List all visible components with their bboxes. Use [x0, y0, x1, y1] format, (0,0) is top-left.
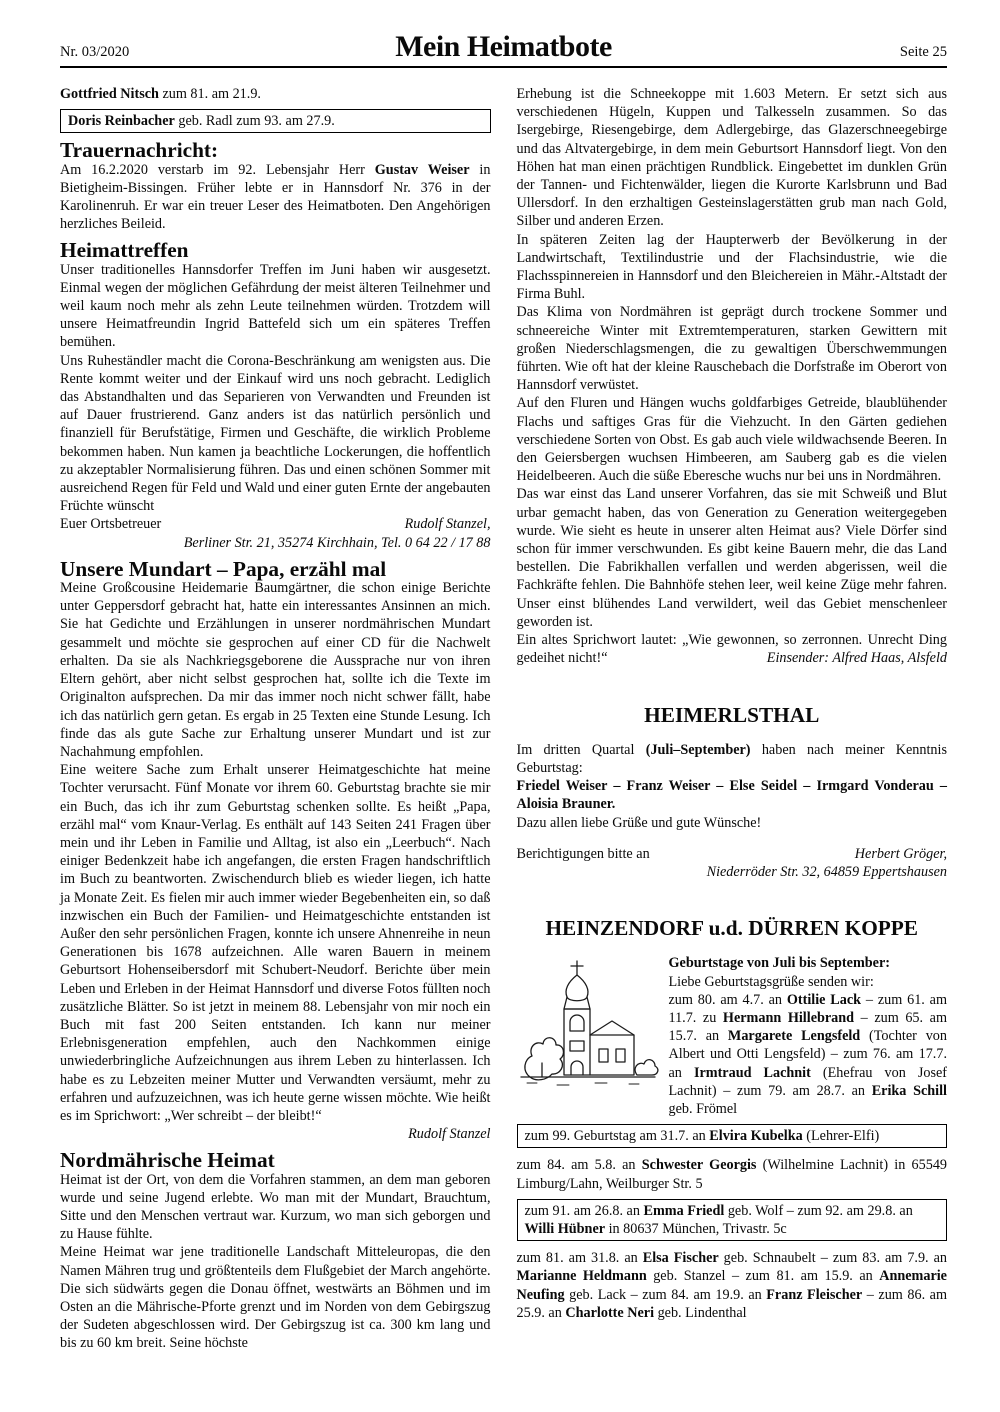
birthday-line: Gottfried Nitsch zum 81. am 21.9.	[60, 86, 261, 102]
heading-heimerlsthal: HEIMERLSTHAL	[644, 702, 820, 727]
sprichwort-text: Ein altes Sprichwort lautet: „Wie gewonnen, so zerronnen. Unrecht Ding gedeihet nicht!“	[516, 632, 947, 667]
birthdays-intro: Liebe Geburtstagsgrüße senden wir:	[668, 973, 874, 990]
birthday-final-list: zum 81. am 31.8. an Elsa Fischer geb. Schnaubelt – zum 83. am 7.9. an Marianne Heldmann geb. Stanzel – zum 81. am 15.9. an Annemarie Neufing geb. Lack – zum 84. am 19.9. an Franz Fleischer – zum 86. am 25.9. an Charlotte Neri geb. Lindenthal	[516, 1250, 947, 1321]
right-column	[517, 85, 948, 1353]
birthday-highlight-box-2: zum 91. am 26.8. an Emma Friedl geb. Wolf – zum 92. am 29.8. an Willi Hübner in 80637 München, Trivastr. 5c	[517, 1199, 948, 1241]
section-gap	[517, 668, 948, 706]
page-header	[60, 26, 947, 68]
einsender-credit: Einsender: Alfred Haas, Alsfeld	[766, 650, 947, 667]
heimerlsthal-names: Friedel Weiser – Franz Weiser – Else Seidel – Irmgard Vonderau – Aloisia Brauner.	[516, 778, 947, 813]
signature-address: Berliner Str. 21, 35274 Kirchhain, Tel. 0 64 22 / 17 88	[183, 534, 491, 551]
masthead-title: Mein Heimatbote	[395, 30, 612, 63]
signature-row	[60, 515, 491, 533]
heimerlsthal-greeting: Dazu allen liebe Grüße und gute Wünsche!	[516, 814, 762, 831]
heading-mundart: Unsere Mundart – Papa, erzähl mal	[60, 556, 387, 581]
corrections-row	[517, 845, 948, 863]
mundart-paragraph-2: Eine weitere Sache zum Erhalt unserer Heimatgeschichte hat meine Tochter verursacht. Fünf Monate vor ihrem 60. Geburtstag brachte sie mir ein Buch, das ich ihr zum Geburtstag schenken sollte. Es heißt „Papa, erzähl mal“ vom Knaur-Verlag. Es enthält auf 143 Seiten 241 Fragen über mein und ihr Leben in Familie und Alltag, ist also ein „Leerbuch“. Nach einiger Bedenkzeit habe ich angefangen, die ersten Fragen handschriftlich im Buch zu beantworten. Zwischendurch blieb es wieder liegen, ich hatte ja Monate Zeit. Es fielen mir auch immer wieder Begebenheiten ein, so daß inzwischen ein Buch der Familien- und Heimatgeschichte entstanden ist Außer den sehr persönlichen Fragen, konnte ich unsere Ahnenreihe in neun Generationen bis 1678 aufzeichnen. Alle waren Bauern in meinem Geburtsort Hohenseibersdorf mit Schubert-Neudorf. Berichte über mein Leben und Erleben in der Heimat Hannsdorf und diverse Fotos füllten noch zusätzliche Blätter. So ist jetzt in meinem 88. Lebensjahr von mir noch ein Buch mit fast 200 Seiten entstanden. Ich kann nur meiner Erlebnisgeneration empfehlen, auch den Nachkommen einige unwiederbringliche Aufzeichnungen aus ihrem Leben zu hinterlassen. Ich habe es zu Lebzeiten meiner Mutter und Verwandten versäumt, mehr zu erfahren und aufzuzeichnen, was ich heute gerne wissen möchte. Wie heißt es im Sprichwort: „Wer schreibt – der bleibt!“	[60, 762, 491, 1124]
heinzendorf-birthdays-block	[517, 954, 948, 1118]
corrections-label: Berichtigungen bitte an	[516, 845, 650, 862]
trauernachricht-text: Am 16.2.2020 verstarb im 92. Lebensjahr Herr Gustav Weiser in Bietigheim-Bissingen. Früher lebte er in Hannsdorf Nr. 376 in der Karolinenruh. Er war ein treuer Leser des Heimatboten. Den Angehörigen herzliches Beileid.	[60, 161, 491, 233]
heading-heinzendorf: HEINZENDORF u.d. DÜRREN KOPPE	[545, 916, 919, 941]
heimat-paragraph-5: Das Klima von Nordmähren ist geprägt durch trockene Sommer und schneereiche Winter mit Extremtemperaturen, starken Gewittern mit großen Niederschlagsmengen, die zu gewaltigen Überschwemmungen führten. Wie oft hat der kleine Rauschebach die Dorfstraße im Oberort von Hannsdorf verwüstet.	[516, 304, 947, 394]
signature-role: Euer Ortsbetreuer	[60, 516, 162, 533]
heimat-paragraph-6: Auf den Fluren und Hängen wuchs goldfarbiges Getreide, blaublühender Flachs und saftiges Gras für die Viehzucht. In den Gärten gediehen verschiedene Sorten von Obst. Es gab auch viele wildwachsende Beeren. In den Geiersbergen wuchsen Himbeeren, am Sauberg gab es die vielen Heidelbeeren. Auch die süße Eberesche wuchs nur bei uns in Nordmähren.	[516, 395, 947, 485]
contact-address: Niederröder Str. 32, 64859 Eppertshausen	[706, 863, 947, 880]
birthdays-intro-bold: Geburtstage von Juli bis September:	[668, 955, 890, 972]
birthday-line-boxed: Doris Reinbacher geb. Radl zum 93. am 27.9.	[60, 109, 491, 133]
heading-nordmaehrische-heimat: Nordmährische Heimat	[60, 1148, 275, 1173]
section-gap	[517, 881, 948, 919]
heimat-paragraph-2: Meine Heimat war jene traditionelle Landschaft Mitteleuropas, die den Namen Mähren trug und größtenteils dem Flußgebiet der March angehörte. Die sich südwärts gegen die Donau öffnet, westwärts an Böhmen und im Osten an die Mährische-Pforte grenzt und im Norden von dem Gebirgszug der Sudeten abgeschlossen wird. Der Gebirgszug ist ca. 300 km lang und bis zu 60 km breit. Seine höchste	[60, 1244, 491, 1352]
heimattreffen-paragraph-2: Uns Ruheständler macht die Corona-Beschränkung am wenigsten aus. Die Rente kommt weiter und der Einkauf wird uns noch gebracht. Lediglich das Abstandhalten und das Separieren von Verwandten und Freunden ist auf Dauer frustrierend. Ganz anders ist das natürlich persönlich und finanziell für Berufstätige, Firmen und Geschäfte, die wirklich Probleme bekommen haben. Nun kamen ja beachtliche Lockerungen, die hoffentlich zu akzeptabler Normalisierung führen. Das und einen schönen Sommer mit ausreichend Regen für Feld und Wald und einer guten Ernte der angebauten Früchte wünscht	[60, 352, 491, 515]
page-number: Seite 25	[899, 44, 947, 60]
contact-name: Herbert Gröger,	[854, 845, 947, 862]
signature-name: Rudolf Stanzel,	[404, 516, 491, 533]
birthday-highlight-box-1: zum 99. Geburtstag am 31.7. an Elvira Kubelka (Lehrer-Elfi)	[517, 1124, 948, 1148]
heimerlsthal-intro: Im dritten Quartal (Juli–September) haben nach meiner Kenntnis Geburtstag:	[516, 741, 947, 776]
heimattreffen-paragraph-1: Unser traditionelles Hannsdorfer Treffen im Juni haben wir ausgesetzt. Einmal wegen der möglichen Gefährdung der meist älteren Teilnehmer und weil kaum noch mehr als zehn Leute teilnehmen würden. Trotzdem will unsere Heimatfreundin Ingrid Battefeld sich um ein späteres Treffen bemühen.	[60, 261, 491, 351]
left-column	[60, 85, 491, 1353]
heimat-paragraph-3: Erhebung ist die Schneekoppe mit 1.603 Metern. Er setzt sich aus verschiedenen Hügeln, Kuppen und Talkesseln zusammen. So das Isergebirge, Riesengebirge, dem Adlergebirge, das Glazerschneegebirge und das Altvatergebirge, in dem mein Geburtsort Hannsdorf liegt. Von den Höhen hat man einen prächtigen Rundblick. Eingebettet im dunklen Grün der Tannen- und Fichtenwälder, liegen die Kurorte Karlsbrunn und Bad Ullersdorf. In den erzhaltigen Gesteinslagerstätten grub man nach Gold, Silber und anderen Erzen.	[516, 86, 947, 230]
heimat-paragraph-1: Heimat ist der Ort, von dem die Vorfahren stammen, an dem man geboren wurde und seine Jugend erlebte. Wo man mit der Mundart, Brauchtum, Sitte und den Menschen vertraut war. Kurzum, wo man sich geborgen und zu Hause fühlte.	[60, 1171, 491, 1243]
mundart-signature: Rudolf Stanzel	[408, 1126, 491, 1143]
church-illustration	[517, 957, 659, 1105]
heading-trauernachricht: Trauernachricht:	[60, 138, 219, 163]
issue-number: Nr. 03/2020	[60, 44, 130, 60]
birthday-georgis: zum 84. am 5.8. an Schwester Georgis (Wilhelmine Lachnit) in 65549 Limburg/Lahn, Weilburger Str. 5	[516, 1157, 948, 1192]
heading-heimattreffen: Heimattreffen	[60, 238, 189, 263]
content-columns	[60, 85, 947, 1353]
mundart-paragraph-1: Meine Großcousine Heidemarie Baumgärtner, die schon einige Berichte unter Geppersdorf gebracht hat, hatte ein interessantes Ansinnen an mich. Sie hat Gedichte und Erzählungen in unserer nordmährischen Mundart gesammelt und möchte sie gesprochen auf einer CD für die Nachwelt erhalten. Da sie als Nachkriegsgeborene die Aussprache nur von ihren Eltern gehört, aber nicht selbst gesprochen hat, sollte ich die Texte im Originalton aufsprechen. Da mir das immer noch nicht schwer fällt, habe ich das natürlich gern getan. Es ergab in 25 Texten eine Stunde Lesung. Ich finde das als gute Sache zur Erhaltung unserer Mundart und ist zur Nachahmung empfohlen.	[60, 580, 491, 760]
birthdays-list: zum 80. am 4.7. an Ottilie Lack – zum 61. am 11.7. zu Hermann Hillebrand – zum 65. am 15.7. an Margarete Lengsfeld (Tochter von Albert und Otti Lengsfeld) – zum 76. am 17.7. an Irmtraud Lachnit (Ehefrau von Josef Lachnit) – zum 79. am 28.7. an Erika Schill geb. Frömel	[668, 991, 947, 1117]
heimat-paragraph-7: Das war einst das Land unserer Vorfahren, das sie mit Schweiß und Blut urbar gemacht haben, das von Generation zu Generation weitergegeben wurde. Wie sieht es heute in unserer alten Heimat aus? Viele Dörfer sind schon für immer verschwunden. Es gibt keine Bauern mehr, die das Land bestellen. Die Fabrikhallen verfallen und werden abgerissen, weil die Fachkräfte fehlen. Die Bahnhöfe stehen leer, weil keine Züge mehr fahren. Unser einst blühendes Land verwildert, weil das Gebiet menschenleer geworden ist.	[516, 486, 947, 630]
heimat-paragraph-4: In späteren Zeiten lag der Haupterwerb der Bevölkerung in der Landwirtschaft, Textilindustrie und der Flachsindustrie, wie die Flachsspinnereien in Hannsdorf und den Bleichereien in Mähr.-Altstadt der Firma Buhl.	[516, 231, 947, 303]
